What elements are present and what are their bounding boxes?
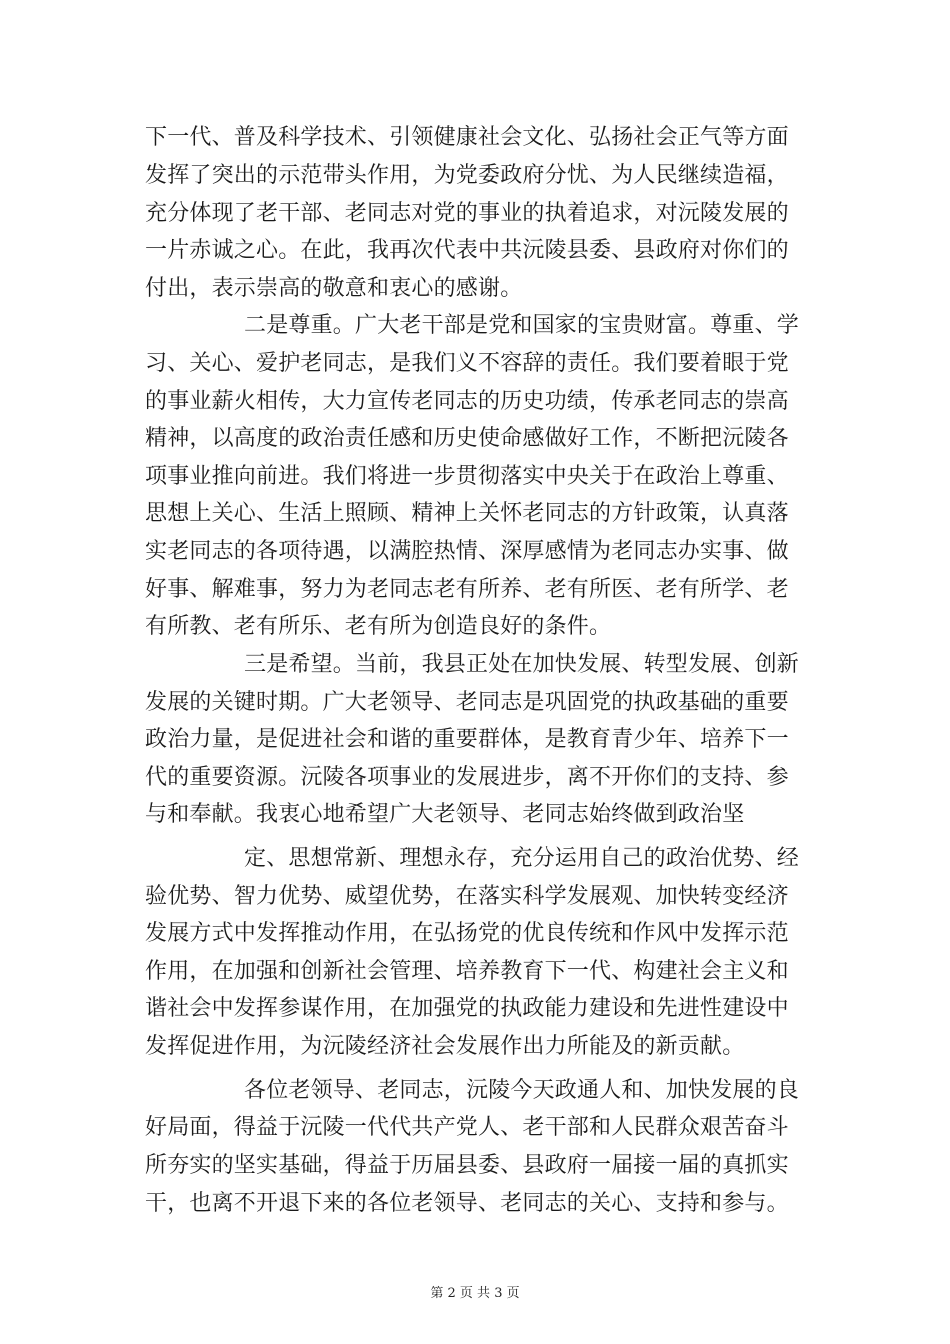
text-line-27: 好局面，得益于沅陵一代代共产党人、老干部和人民群众艰苦奋斗 — [145, 1115, 789, 1140]
text-line-24: 谐社会中发挥参谋作用，在加强党的执政能力建设和先进性建设中 — [145, 996, 789, 1021]
paragraph-start-4: 各位老领导、老同志，沅陵今天政通人和、加快发展的良 — [244, 1078, 800, 1103]
text-line-19: 与和奉献。我衷心地希望广大老领导、老同志始终做到政治坚 — [145, 802, 745, 827]
text-line-17: 政治力量，是促进社会和谐的重要群体，是教育青少年、培养下一 — [145, 727, 789, 752]
text-line-10: 项事业推向前进。我们将进一步贯彻落实中央关于在政治上尊重、 — [145, 464, 789, 489]
paragraph-start-2: 二是尊重。广大老干部是党和国家的宝贵财富。尊重、学 — [244, 313, 800, 338]
text-line-13: 好事、解难事，努力为老同志老有所养、老有所医、老有所学、老 — [145, 577, 789, 602]
text-line-22: 发展方式中发挥推动作用，在弘扬党的优良传统和作风中发挥示范 — [145, 921, 789, 946]
text-line-1: 下一代、普及科学技术、引领健康社会文化、弘扬社会正气等方面 — [145, 125, 789, 150]
text-line-12: 实老同志的各项待遇，以满腔热情、深厚感情为老同志办实事、做 — [145, 539, 789, 564]
text-line-9: 精神，以高度的政治责任感和历史使命感做好工作，不断把沅陵各 — [145, 426, 789, 451]
text-line-18: 代的重要资源。沅陵各项事业的发展进步，离不开你们的支持、参 — [145, 765, 789, 790]
text-line-21: 验优势、智力优势、威望优势，在落实科学发展观、加快转变经济 — [145, 884, 789, 909]
text-line-16: 发展的关键时期。广大老领导、老同志是巩固党的执政基础的重要 — [145, 690, 789, 715]
text-line-4: 一片赤诚之心。在此，我再次代表中共沅陵县委、县政府对你们的 — [145, 238, 789, 263]
text-line-11: 思想上关心、生活上照顾、精神上关怀老同志的方针政策，认真落 — [145, 501, 789, 526]
text-line-3: 充分体现了老干部、老同志对党的事业的执着追求，对沅陵发展的 — [145, 201, 789, 226]
text-line-29: 干，也离不开退下来的各位老领导、老同志的关心、支持和参与。 — [145, 1191, 789, 1216]
text-line-5: 付出，表示崇高的敬意和衷心的感谢。 — [145, 276, 523, 301]
paragraph-continuation: 定、思想常新、理想永存，充分运用自己的政治优势、经 — [244, 846, 800, 871]
text-line-8: 的事业薪火相传，大力宣传老同志的历史功绩，传承老同志的崇高 — [145, 389, 789, 414]
text-line-23: 作用，在加强和创新社会管理、培养教育下一代、构建社会主义和 — [145, 959, 789, 984]
text-line-14: 有所教、老有所乐、老有所为创造良好的条件。 — [145, 614, 612, 639]
page-number-footer: 第 2 页 共 3 页 — [430, 1286, 520, 1301]
text-line-7: 习、关心、爱护老同志，是我们义不容辞的责任。我们要着眼于党 — [145, 351, 789, 376]
text-line-25: 发挥促进作用，为沅陵经济社会发展作出力所能及的新贡献。 — [145, 1034, 745, 1059]
paragraph-start-3: 三是希望。当前，我县正处在加快发展、转型发展、创新 — [244, 652, 800, 677]
text-line-2: 发挥了突出的示范带头作用，为党委政府分忧、为人民继续造福， — [145, 163, 789, 188]
text-line-28: 所夯实的坚实基础，得益于历届县委、县政府一届接一届的真抓实 — [145, 1153, 789, 1178]
